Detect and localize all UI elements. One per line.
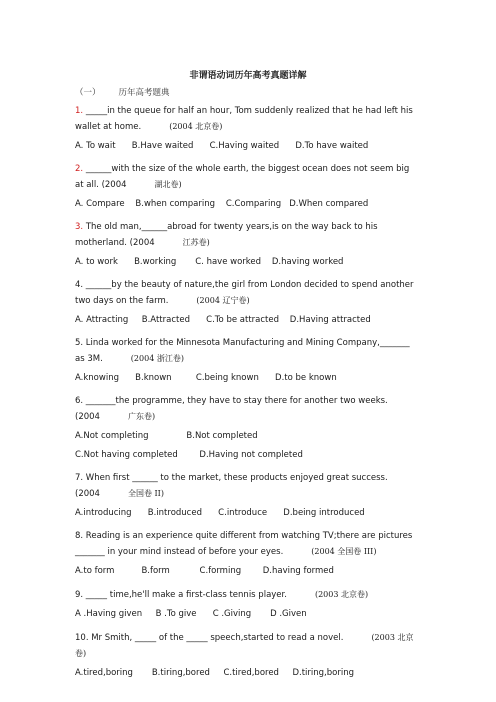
question-block (75, 587, 425, 630)
question-block (75, 394, 425, 471)
exam-source: (2004 辽宁卷) (196, 296, 250, 305)
question-line (75, 336, 425, 351)
question-text: The old man,______abroad for twenty years,is on the way back to his (83, 222, 378, 232)
question-text: (2004 (75, 489, 100, 499)
question-block (75, 220, 425, 278)
answer-options: A. To wait B.Have waited C.Having waited D.To have waited (75, 141, 369, 151)
question-text: 4. ______by the beauty of nature,the girl from London decided to spend another (75, 280, 414, 290)
exam-source: 广东卷) (127, 412, 156, 421)
question-number: 2. (75, 164, 84, 174)
question-text: _____in the queue for half an hour, Tom suddenly realized that he had left his (83, 106, 413, 116)
question-block (75, 630, 425, 689)
answer-options: C.Not having completed D.Having not completed (75, 450, 303, 460)
answer-options: A.introducing B.introduced C.introduce D.being introduced (75, 508, 365, 518)
exam-source: (2003 北京 (371, 633, 414, 642)
question-line (75, 162, 425, 177)
answer-options: A. Attracting B.Attracted C.To be attracted D.Having attracted (75, 315, 371, 325)
question-text: 9. _____ time,he'll make a first-class tennis player. (75, 590, 287, 600)
exam-source: 江苏卷) (182, 238, 210, 247)
question-line (75, 293, 425, 309)
question-text: wallet at home. (75, 122, 142, 132)
question-text: 10. Mr Smith, _____ of the _____ speech,started to read a novel. (75, 633, 344, 643)
question-line (75, 104, 425, 119)
answer-options: A. Compare B.when comparing C.Comparing D.When compared (75, 199, 369, 209)
question-text: at all. (2004 (75, 180, 127, 190)
question-text: as 3M. (75, 354, 103, 364)
exam-source: 卷) (75, 649, 87, 658)
question-line (75, 529, 425, 544)
question-block (75, 104, 425, 162)
question-text: 5. Linda worked for the Minnesota Manufacturing and Mining Company,_______ (75, 338, 410, 348)
question-text: 7. When first ______ to the market, these products enjoyed great success. (75, 473, 388, 483)
section-heading (75, 86, 170, 98)
question-line (75, 409, 425, 425)
answer-options: A .Having given B .To give C .Giving D .Given (75, 609, 307, 619)
question-line (75, 544, 425, 560)
question-text: (2004 (75, 412, 100, 422)
question-block (75, 529, 425, 587)
exam-source: (2004 北京卷) (169, 122, 223, 131)
question-text: two days on the farm. (75, 296, 169, 306)
answer-options: A. to work B.working C. have worked D.having worked (75, 257, 344, 267)
page-title: 非谓语动词历年高考真题详解 (189, 71, 307, 81)
question-text: ______with the size of the whole earth, the biggest ocean does not seem big (83, 164, 410, 174)
answer-options: A.tired,boring B.tiring,bored C.tired,bored D.tiring,boring (75, 668, 354, 678)
question-line (75, 587, 425, 603)
exam-source: 湖北卷) (154, 180, 182, 189)
question-text: 8. Reading is an experience quite different from watching TV;there are pictures (75, 531, 413, 541)
question-block (75, 471, 425, 529)
question-line (75, 630, 425, 646)
question-line (75, 471, 425, 486)
answer-options: A.knowing B.known C.being known D.to be known (75, 373, 337, 383)
question-line (75, 351, 425, 367)
question-line (75, 486, 425, 502)
question-block (75, 162, 425, 220)
answer-options: A.Not completing B.Not completed (75, 431, 258, 441)
question-text: 6. _______the programme, they have to stay there for another two weeks. (75, 396, 388, 406)
exam-source: 全国卷 II) (127, 489, 164, 498)
question-line (75, 646, 425, 662)
section-number: （一） (75, 88, 101, 98)
question-block (75, 336, 425, 394)
question-text: _______ in your mind instead of before your eyes. (75, 547, 284, 557)
answer-options: A.to form B.form C.forming D.having formed (75, 566, 334, 576)
question-list (75, 104, 425, 689)
question-number: 3. (75, 222, 84, 232)
section-text: 历年高考题典 (118, 88, 170, 98)
question-line (75, 235, 425, 251)
question-block (75, 278, 425, 336)
question-number: 1. (75, 106, 84, 116)
question-line (75, 177, 425, 193)
question-line (75, 119, 425, 135)
exam-source: (2003 北京卷) (314, 590, 369, 599)
question-line (75, 220, 425, 235)
exam-source: (2004 浙江卷) (130, 354, 184, 363)
question-line (75, 394, 425, 409)
question-text: motherland. (2004 (75, 238, 155, 248)
exam-source: (2004 全国卷 III) (311, 547, 377, 556)
question-line (75, 278, 425, 293)
